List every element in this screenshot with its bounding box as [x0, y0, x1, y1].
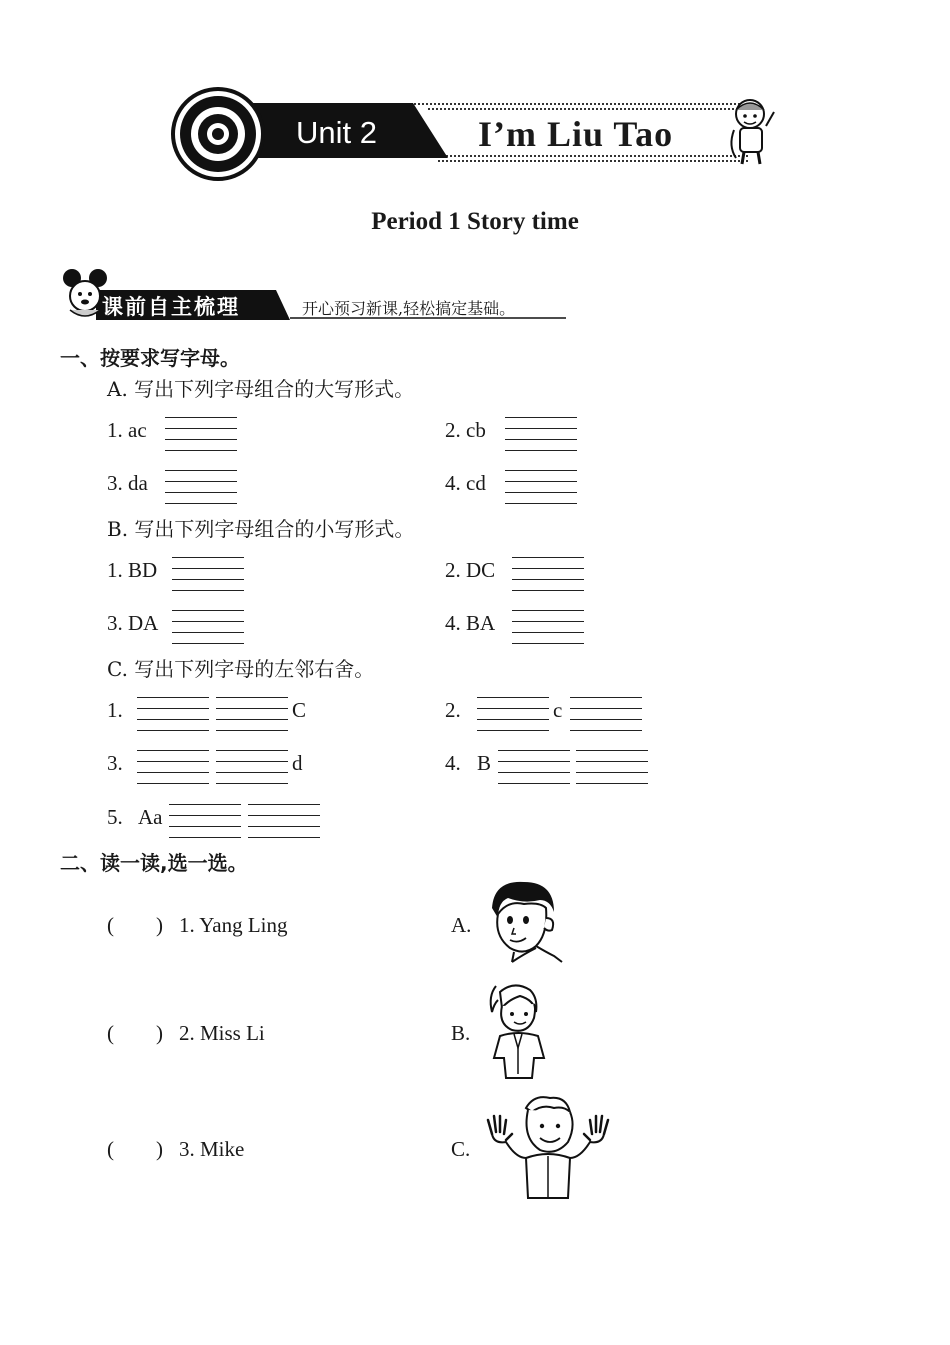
partA-instruction: A. 写出下列字母组合的大写形式。: [107, 377, 415, 401]
partB-item-4: 4. BA: [445, 611, 496, 635]
writing-lines[interactable]: [570, 697, 642, 731]
period-title: Period 1 Story time: [371, 208, 579, 235]
partC-num-1: 1.: [107, 698, 123, 722]
partA-item-2: 2. cb: [445, 418, 486, 442]
writing-lines[interactable]: [477, 697, 549, 731]
option-a-label: A.: [451, 913, 472, 937]
answer-blank-1[interactable]: ( ): [107, 913, 163, 937]
partC-letter-1: C: [292, 698, 307, 722]
section2-title: 二、读一读,选一选。: [60, 851, 248, 875]
question-3: 3. Mike: [179, 1137, 245, 1161]
writing-lines[interactable]: [498, 750, 570, 784]
partB-item-3: 3. DA: [107, 611, 159, 635]
girl-illustration: [484, 978, 554, 1084]
question-2: 2. Miss Li: [179, 1021, 265, 1045]
answer-blank-2[interactable]: ( ): [107, 1021, 163, 1045]
partC-letter-3: d: [292, 751, 303, 775]
partC-num-5: 5.: [107, 805, 123, 829]
partA-item-4: 4. cd: [445, 471, 486, 495]
target-icon: [170, 84, 268, 184]
unit-title: I’m Liu Tao: [478, 114, 674, 154]
banner-label: 课前自主梳理: [102, 295, 240, 319]
partB-instruction: B. 写出下列字母组合的小写形式。: [107, 517, 415, 541]
question-1: 1. Yang Ling: [179, 913, 288, 937]
unit-label: Unit 2: [296, 115, 377, 150]
writing-lines[interactable]: [137, 750, 209, 784]
partC-letter-5: Aa: [138, 805, 163, 829]
writing-lines[interactable]: [505, 417, 577, 451]
writing-lines[interactable]: [216, 750, 288, 784]
banner-slogan: 开心预习新课,轻松搞定基础。: [302, 299, 516, 318]
writing-lines[interactable]: [576, 750, 648, 784]
partC-num-4: 4.: [445, 751, 461, 775]
writing-lines[interactable]: [172, 610, 244, 644]
partB-item-1: 1. BD: [107, 558, 158, 582]
partA-item-1: 1. ac: [107, 418, 147, 442]
writing-lines[interactable]: [216, 697, 288, 731]
writing-lines[interactable]: [512, 610, 584, 644]
writing-lines[interactable]: [169, 804, 241, 838]
option-c-label: C.: [451, 1137, 471, 1161]
partB-item-2: 2. DC: [445, 558, 496, 582]
partA-item-3: 3. da: [107, 471, 148, 495]
writing-lines[interactable]: [512, 557, 584, 591]
waving-boy-illustration: [484, 1094, 614, 1200]
partC-instruction: C. 写出下列字母的左邻右舍。: [107, 657, 375, 681]
partC-letter-4: B: [477, 751, 492, 775]
mascot-icon: [722, 96, 782, 168]
partC-num-3: 3.: [107, 751, 123, 775]
writing-lines[interactable]: [137, 697, 209, 731]
answer-blank-3[interactable]: ( ): [107, 1137, 163, 1161]
writing-lines[interactable]: [165, 417, 237, 451]
writing-lines[interactable]: [172, 557, 244, 591]
writing-lines[interactable]: [165, 470, 237, 504]
writing-lines[interactable]: [248, 804, 320, 838]
partC-letter-2: c: [553, 698, 563, 722]
partC-num-2: 2.: [445, 698, 461, 722]
writing-lines[interactable]: [505, 470, 577, 504]
boy-face-illustration: [484, 878, 566, 964]
section1-title: 一、按要求写字母。: [60, 346, 240, 370]
option-b-label: B.: [451, 1021, 471, 1045]
